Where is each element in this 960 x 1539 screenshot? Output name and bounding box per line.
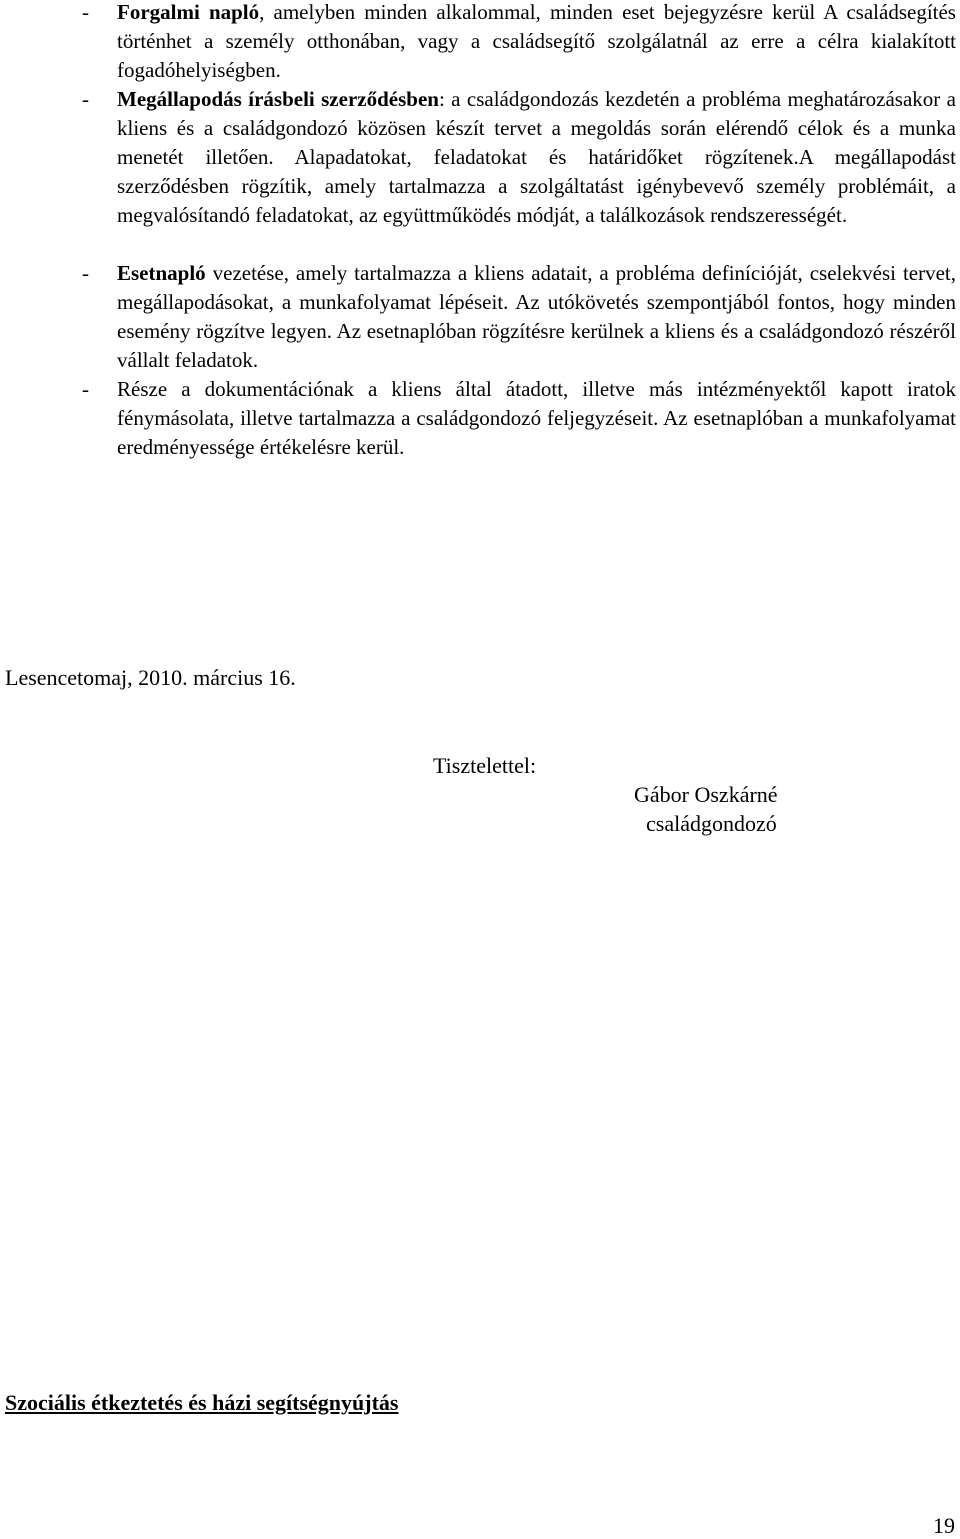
item-term: Megállapodás írásbeli szerződésben — [117, 87, 439, 111]
page-number: 19 — [933, 1513, 955, 1538]
item-description: Része a dokumentációnak a kliens által átadott, illetve más intézményektől kapott iratok fénymásolata, illetve tartalmazza a családgondozó feljegyzéseit. Az esetnaplóban a munkafolyamat eredményessége értékelésre kerül. — [117, 377, 956, 459]
list-dash: - — [82, 261, 89, 285]
item-term: Esetnapló — [117, 261, 206, 285]
list-item-text — [117, 0, 956, 85]
place-and-date: Lesencetomaj, 2010. március 16. — [5, 665, 296, 690]
signatory-name: Gábor Oszkárné — [634, 782, 778, 807]
item-description: , amelyben minden alkalommal, minden eset bejegyzésre kerül A családsegítés történhet a személy otthonában, vagy a családsegítő szolgálatnál az erre a célra kialakított fogadóhelyiségben. — [117, 0, 956, 82]
item-term: Forgalmi napló — [117, 0, 260, 24]
closing-salutation: Tisztelettel: — [433, 753, 537, 778]
section-heading: Szociális étkeztetés és házi segítségnyújtás — [5, 1390, 399, 1415]
item-description: : a családgondozás kezdetén a probléma meghatározásakor a kliens és a családgondozó közösen készít tervet a megoldás során elérendő célok és a munka menetét illetően. Alapadatokat, feladatokat és határidőket rögzítenek.A megállapodást szerződésben rögzítik, amely tartalmazza a szolgáltatást igénybevevő személy problémáit, a megvalósítandó feladatokat, az együttműködés módját, a találkozások rendszerességét. — [117, 87, 956, 227]
list-dash: - — [82, 87, 89, 111]
list-item-text — [117, 85, 956, 230]
list-dash: - — [82, 377, 89, 401]
list-item-text — [117, 259, 956, 375]
item-description: vezetése, amely tartalmazza a kliens adatait, a probléma definícióját, cselekvési tervet, megállapodásokat, a munkafolyamat lépéseit. Az utókövetés szempontjából fontos, hogy minden esemény rögzítve legyen. Az esetnaplóban rögzítésre kerülnek a kliens és a családgondozó részéről vállalt feladatok. — [117, 261, 956, 372]
signatory-role: családgondozó — [646, 811, 777, 836]
list-dash: - — [82, 0, 89, 24]
list-item-text — [117, 375, 956, 462]
